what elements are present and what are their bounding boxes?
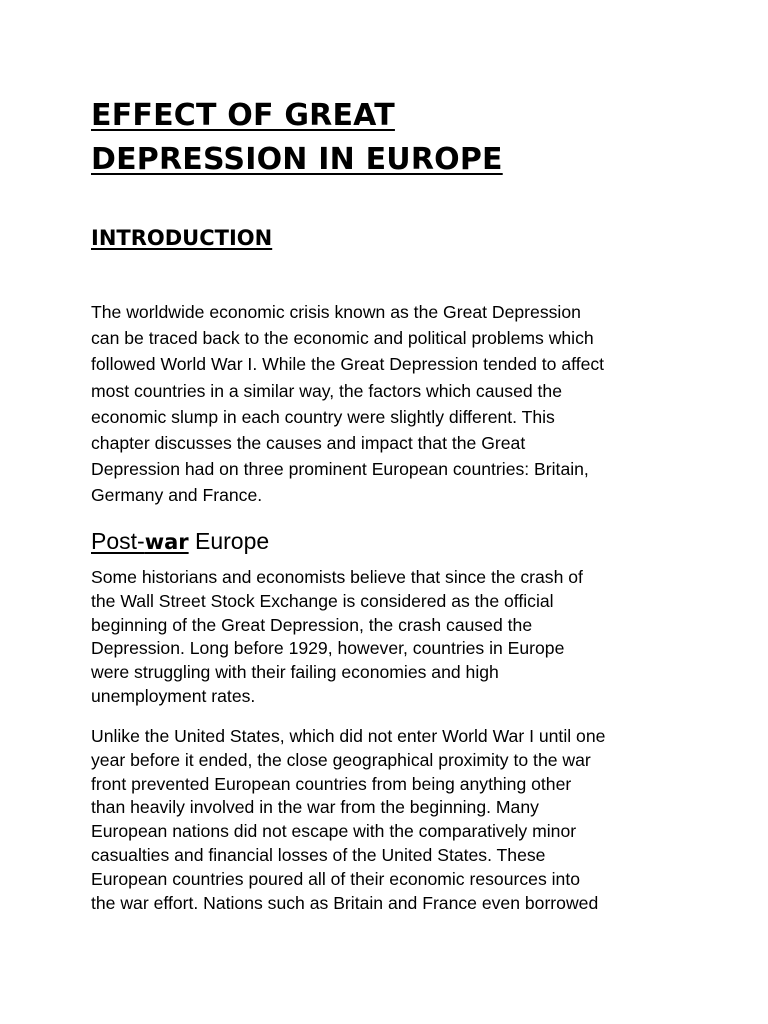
postwar-europe-heading bbox=[91, 526, 269, 557]
postwar-paragraph-2: Unlike the United States, which did not enter World War I until one year before it ended, the close geographical proximity to the war front prevented European countries from being anything other than heavily involved in the war from the beginning. Many European nations did not escape with the comparatively minor casualties and financial losses of the United States. These European countries poured all of their economic resources into the war effort. Nations such as Britain and France even borrowed bbox=[91, 726, 606, 913]
postwar-heading-part-1: Post- bbox=[91, 528, 145, 554]
introduction-paragraph: The worldwide economic crisis known as the Great Depression can be traced back to the economic and political problems which followed World War I. While the Great Depression tended to affect most countries in a similar way, the factors which caused the economic slump in each country were slightly different. This chapter discusses the causes and impact that the Great Depression had on three prominent European countries: Britain, Germany and France. bbox=[91, 302, 605, 506]
document-title bbox=[91, 94, 691, 182]
introduction-heading: INTRODUCTION bbox=[91, 226, 273, 250]
document-title-line-2: DEPRESSION IN EUROPE bbox=[91, 142, 503, 177]
postwar-heading-part-3: Europe bbox=[188, 528, 270, 554]
document-title-line-1: EFFECT OF GREAT bbox=[91, 98, 395, 133]
postwar-paragraph-1: Some historians and economists believe that since the crash of the Wall Street Stock Exchange is considered as the official beginning of the Great Depression, the crash caused the Depression. Long before 1929, however, countries in Europe were struggling with their failing economies and high unemployment rates. bbox=[91, 567, 583, 706]
postwar-heading-part-2: war bbox=[144, 530, 189, 554]
